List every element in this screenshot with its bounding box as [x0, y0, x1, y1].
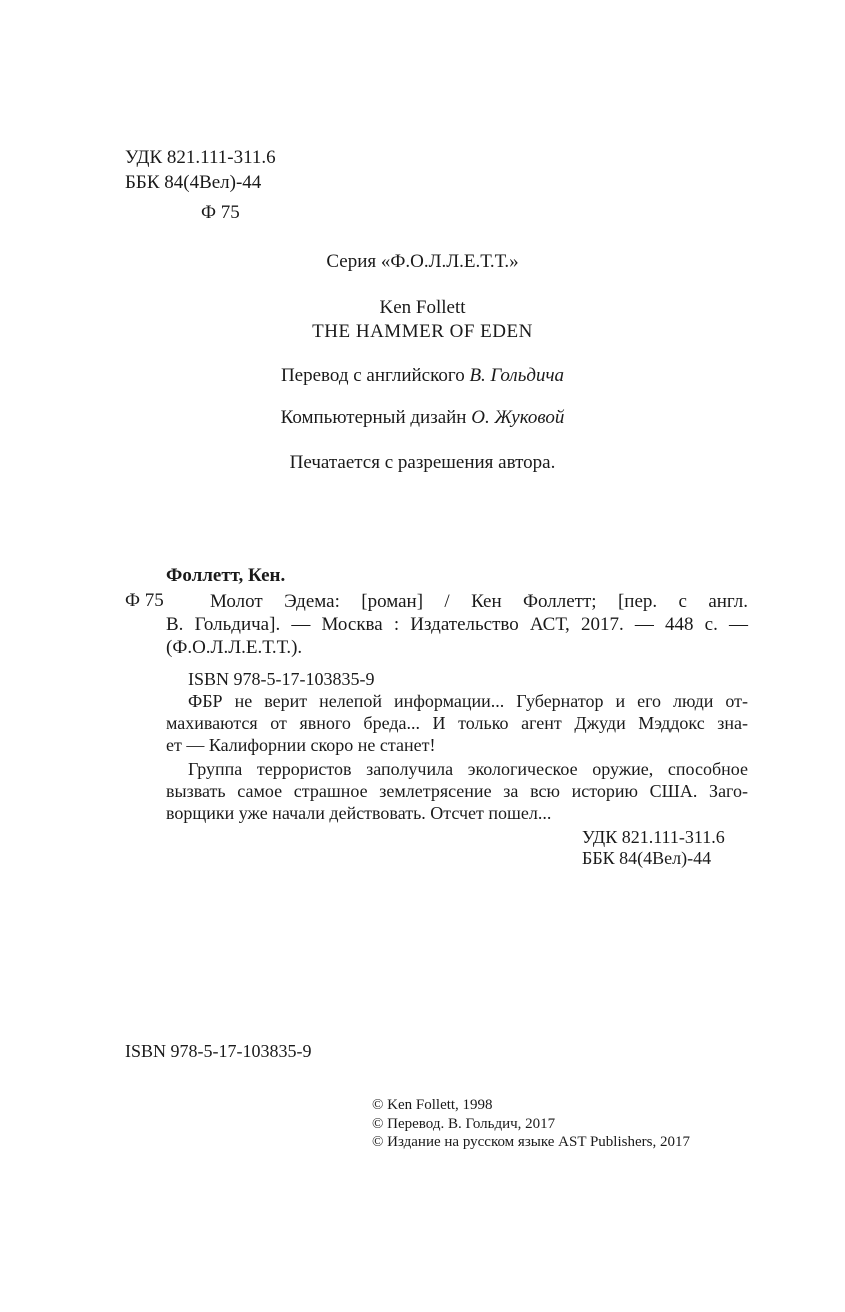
series-line: Серия «Ф.О.Л.Л.Е.Т.Т.»: [326, 251, 519, 272]
annotation-1-line-3: ет — Калифорнии скоро не станет!: [166, 735, 436, 755]
catalog-udk: УДК 821.111-311.6: [582, 827, 725, 847]
annotation-2-line-1: Группа террористов заполучила экологическое оружие, способное: [188, 759, 748, 779]
footer-isbn: ISBN 978-5-17-103835-9: [125, 1041, 312, 1061]
catalog-bibliographic-entry: [166, 590, 748, 659]
annotation-1-line-2: махиваются от явного бреда... И только агент Джуди Мэддокс зна-: [166, 713, 748, 733]
copyright-edition: © Издание на русском языке AST Publishers, 2017: [372, 1134, 690, 1150]
copyright-author: © Ken Follett, 1998: [372, 1097, 493, 1113]
designer-name: О. Жуковой: [471, 407, 565, 428]
annotation-paragraph-1: [166, 690, 748, 756]
original-title: THE HAMMER OF EDEN: [312, 321, 533, 342]
udk-code: УДК 821.111-311.6: [125, 147, 276, 168]
annotation-paragraph-2: [166, 758, 748, 824]
catalog-line-1: Молот Эдема: [роман] / Кен Фоллетт; [пер. с англ.: [210, 591, 748, 612]
translator-name: В. Гольдича: [469, 365, 565, 386]
author-mark: Ф 75: [201, 202, 240, 223]
copyright-translation: © Перевод. В. Гольдич, 2017: [372, 1116, 556, 1132]
catalog-line-3: (Ф.О.Л.Л.Е.Т.Т.).: [166, 637, 303, 658]
annotation-2-line-3: ворщики уже начали действовать. Отсчет пошел...: [166, 803, 552, 823]
design-credit: [0, 406, 845, 430]
catalog-author-mark: Ф 75: [125, 590, 164, 611]
translation-credit: [0, 364, 845, 388]
translation-prefix: Перевод с английского: [280, 365, 470, 386]
catalog-bbk: ББК 84(4Вел)-44: [582, 848, 712, 868]
original-author: Ken Follett: [379, 297, 466, 318]
annotation-1-line-1: ФБР не верит нелепой информации... Губернатор и его люди от-: [188, 691, 748, 711]
bbk-code: ББК 84(4Вел)-44: [125, 172, 262, 193]
catalog-line-2: В. Гольдича]. — Москва : Издательство АСТ, 2017. — 448 с. —: [166, 614, 748, 635]
permission-note: Печатается с разрешения автора.: [289, 452, 556, 473]
catalog-author-heading: Фоллетт, Кен.: [166, 565, 286, 586]
annotation-2-line-2: вызвать самое страшное землетрясение за всю историю США. Заго-: [166, 781, 748, 801]
design-prefix: Компьютерный дизайн: [280, 407, 472, 428]
catalog-isbn: ISBN 978-5-17-103835-9: [188, 669, 375, 689]
